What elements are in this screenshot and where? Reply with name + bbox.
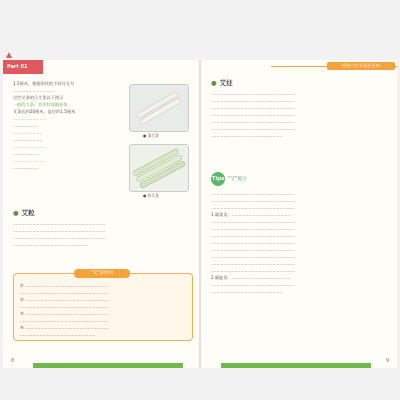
- intro-line: ………………: [13, 165, 39, 170]
- section-title: [13, 208, 35, 217]
- photo-caption: ● 清艾条: [143, 133, 159, 138]
- text-line: …………………………………………………………: [13, 235, 106, 240]
- intro-line: ……………………: [13, 144, 47, 149]
- text-line: ……………………………………………………: [211, 205, 295, 210]
- text-line: 1.隔姜灸：……………………………………: [211, 212, 291, 217]
- text-line: …………………………………………………………: [13, 221, 106, 226]
- intro-line: ………………: [13, 151, 39, 156]
- text-line: ……………………………………………………: [211, 98, 295, 103]
- triangle-icon: [6, 52, 12, 58]
- intro-line: ……………………: [13, 116, 47, 121]
- text-line: ……………………………………………………: [211, 219, 295, 224]
- part-label: Part 01: [7, 64, 28, 70]
- footer-bar: [221, 363, 371, 368]
- bullet-icon: ●: [211, 79, 217, 87]
- intro-line: 一般的艾条，其形状如圆柱体: [13, 102, 68, 107]
- text-line: ……………………………………………………: [211, 268, 295, 273]
- text-line: ……………………………………………………: [211, 91, 295, 96]
- chapter-header: 经络穴位艾灸治百病: [327, 62, 395, 70]
- tips-title: "艾"提示: [228, 177, 247, 182]
- section-text: [211, 90, 389, 139]
- moxa-stick-illustration: [130, 85, 188, 131]
- text-line: ② ……………………………………………………: [20, 297, 109, 302]
- page-number: 8: [11, 358, 15, 364]
- herbal-moxa-illustration: [130, 145, 188, 191]
- intro-line: 这些艾条的尺寸见以下图示: [13, 95, 64, 100]
- intro-line: ……………………: [13, 158, 47, 163]
- page-number: 9: [385, 358, 389, 364]
- photo-caption: ● 药艾条: [143, 193, 159, 198]
- tips-text: [211, 190, 389, 295]
- text-line: ………………………………………………………: [20, 304, 108, 309]
- left-page: [3, 60, 199, 368]
- text-line: ……………………………………………………: [211, 261, 295, 266]
- text-line: ① ……………………………………………………: [20, 283, 109, 288]
- text-line: ④ ……………………………………………………: [20, 325, 109, 330]
- part-tab: [3, 60, 43, 74]
- text-line: …………………………………………………………: [13, 228, 106, 233]
- text-line: 2.隔盐灸：……………………………………: [211, 275, 291, 280]
- text-line: ……………………………………………………: [211, 233, 295, 238]
- intro-line: 艾条长约20厘米，直径约1.5厘米: [13, 109, 76, 114]
- text-line: ………………………………………………………: [20, 290, 108, 295]
- text-line: ………………………………………………………: [20, 318, 108, 323]
- text-line: ……………………………………………………: [211, 105, 295, 110]
- knowledge-box-title: "艾"的妙用: [74, 269, 130, 278]
- moxa-stick-photo: [129, 84, 189, 132]
- section-title: [211, 78, 233, 87]
- text-line: ……………………………………………………: [211, 112, 295, 117]
- intro-line: …………………………: [13, 88, 55, 93]
- text-line: ……………………………………………………: [211, 198, 295, 203]
- footer-bar: [33, 363, 183, 368]
- knowledge-box-text: [20, 282, 186, 338]
- bullet-icon: ●: [13, 209, 19, 217]
- text-line: ……………………………………………: [211, 133, 283, 138]
- right-page: [201, 60, 397, 368]
- text-line: ………………………………………………: [20, 332, 96, 337]
- knowledge-box: [13, 273, 193, 341]
- herbal-moxa-photo: [129, 144, 189, 192]
- text-line: ③ ……………………………………………………: [20, 311, 109, 316]
- text-line: ……………………………………………………: [211, 119, 295, 124]
- text-line: ……………………………………………………: [211, 226, 295, 231]
- text-line: ……………………………………………………: [211, 282, 295, 287]
- text-line: ……………………………………………: [211, 289, 283, 294]
- text-line: ……………………………………………………: [211, 254, 295, 259]
- text-line: ……………………………………………………: [211, 191, 295, 196]
- section-title-text: 艾炷: [219, 79, 233, 87]
- intro-line: …………………: [13, 137, 43, 142]
- intro-text: [13, 80, 123, 171]
- text-line: ……………………………………………………: [211, 126, 295, 131]
- text-line: ……………………………………………………: [211, 247, 295, 252]
- intro-line: 1.5厘米，根据形状的不同可分为: [13, 81, 75, 86]
- text-line: ………………………………………………: [13, 242, 89, 247]
- tips-heading: [211, 172, 255, 186]
- section-text: [13, 220, 191, 248]
- tips-badge: Tips: [211, 172, 225, 186]
- text-line: ……………………………………………………: [211, 240, 295, 245]
- intro-line: …………………: [13, 130, 43, 135]
- section-title-text: 艾粒: [21, 209, 35, 217]
- intro-line: ………………: [13, 123, 39, 128]
